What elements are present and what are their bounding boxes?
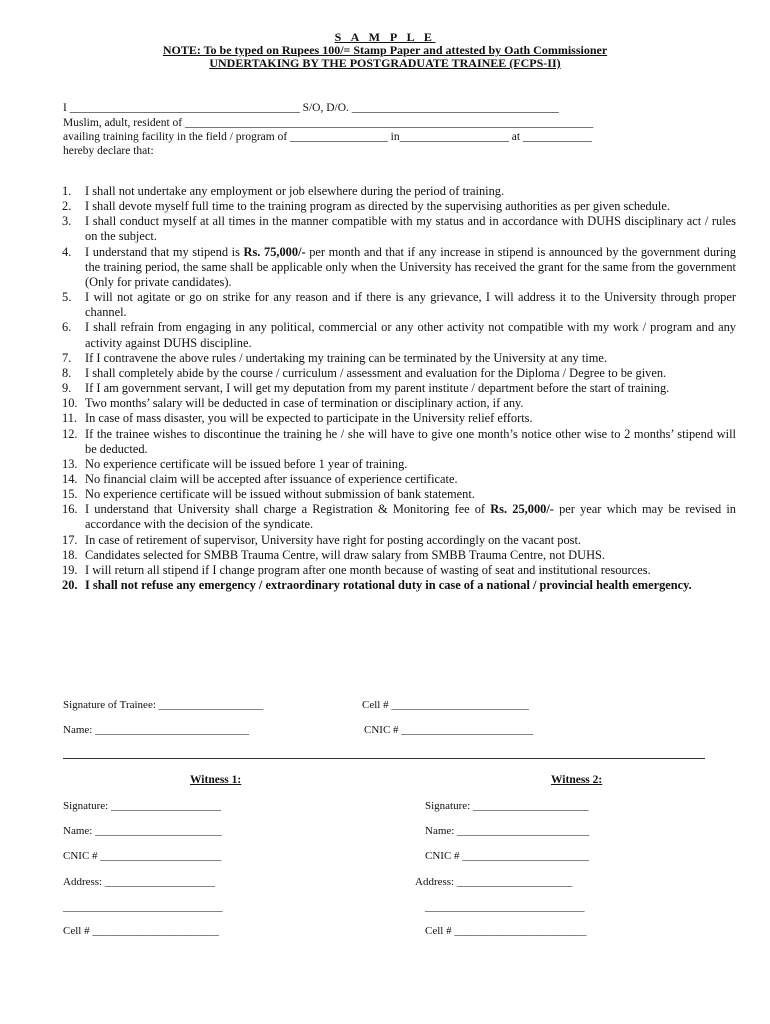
witness-2-cell-field: Cell # ________________________ bbox=[425, 925, 587, 937]
item-text-part: In case of retirement of supervisor, University have right for posting accordingly on the vacant post. bbox=[85, 532, 582, 547]
item-text bbox=[85, 351, 736, 366]
item-text bbox=[85, 396, 736, 411]
witness-2-address-field: Address: _____________________ bbox=[415, 876, 573, 888]
undertaking-item bbox=[62, 351, 736, 366]
item-text-part: No financial claim will be accepted after issuance of experience certificate. bbox=[85, 471, 458, 486]
item-number: 2. bbox=[62, 199, 72, 214]
item-text-part: No experience certificate will be issued before 1 year of training. bbox=[85, 456, 408, 471]
item-text bbox=[85, 245, 736, 290]
item-number: 15. bbox=[62, 487, 78, 502]
witness-1-signature-field: Signature: ____________________ bbox=[63, 800, 221, 812]
item-text bbox=[85, 563, 736, 578]
item-number: 4. bbox=[62, 244, 72, 259]
fee-amount: Rs. 25,000/- bbox=[490, 502, 554, 517]
undertaking-item bbox=[62, 578, 736, 593]
item-number: 20. bbox=[62, 578, 78, 593]
item-number: 13. bbox=[62, 456, 78, 471]
declaration-name-line: I ________________________________________ S/O, D/O. ____________________________________ bbox=[63, 102, 559, 114]
item-number: 12. bbox=[62, 426, 78, 441]
item-number: 1. bbox=[62, 184, 72, 198]
stamp-paper-note: NOTE: To be typed on Rupees 100/= Stamp Paper and attested by Oath Commissioner bbox=[162, 43, 608, 57]
undertaking-item bbox=[62, 472, 736, 487]
item-text-part: I shall refrain from engaging in any political, commercial or any other activity not compatible with my work / program and any activity against DUHS discipline. bbox=[85, 320, 736, 350]
witness-1-name-field: Name: _______________________ bbox=[63, 825, 222, 837]
item-text-part: If I contravene the above rules / undertaking my training can be terminated by the University at any time. bbox=[85, 350, 607, 365]
trainee-cnic-field: CNIC # ________________________ bbox=[364, 724, 534, 736]
witness-2-cnic-field: CNIC # _______________________ bbox=[425, 850, 589, 862]
item-text-part: If I am government servant, I will get my deputation from my parent institute / department before the start of training. bbox=[85, 381, 670, 396]
item-text-part: per month and that if any increase in stipend is announced by the government during the training period, the same shall be applicable only when the University has received the grant for the same from the government (Only for private candidates). bbox=[85, 244, 736, 289]
item-text-part: I will return all stipend if I change program after one month because of wasting of seat and institutional resources. bbox=[85, 562, 651, 577]
undertaking-item bbox=[62, 320, 736, 350]
item-text bbox=[85, 427, 736, 457]
sample-heading: S A M P L E bbox=[334, 30, 436, 44]
item-number: 10. bbox=[62, 396, 78, 411]
item-number: 6. bbox=[62, 320, 72, 335]
item-text-part: Two months’ salary will be deducted in case of termination or disciplinary action, if any. bbox=[85, 396, 524, 411]
item-text bbox=[85, 381, 736, 396]
item-text bbox=[85, 411, 736, 426]
item-text-part: I will not agitate or go on strike for any reason and if there is any grievance, I will address it to the University through proper channel. bbox=[85, 290, 736, 320]
item-text bbox=[85, 533, 736, 548]
item-text-part: If the trainee wishes to discontinue the training he / she will have to give one month’s notice other wise to 2 months’ stipend will be deducted. bbox=[85, 426, 736, 456]
item-text bbox=[85, 487, 736, 502]
item-text bbox=[85, 548, 736, 563]
item-number: 8. bbox=[62, 365, 72, 380]
undertaking-item bbox=[62, 533, 736, 548]
item-text bbox=[85, 502, 736, 532]
item-text-part: I understand that University shall charge a Registration & Monitoring fee of bbox=[85, 502, 491, 517]
trainee-signature-field: Signature of Trainee: ___________________ bbox=[63, 699, 264, 711]
undertaking-item bbox=[62, 290, 736, 320]
item-number: 14. bbox=[62, 471, 78, 486]
item-number: 5. bbox=[62, 290, 72, 305]
item-number: 19. bbox=[62, 562, 78, 577]
undertaking-item bbox=[62, 184, 736, 199]
item-text-part: In case of mass disaster, you will be expected to participate in the University relief efforts. bbox=[85, 411, 533, 426]
witness-1-cell-field: Cell # _______________________ bbox=[63, 925, 219, 937]
undertaking-item bbox=[62, 563, 736, 578]
witness-2-title: Witness 2: bbox=[551, 774, 603, 786]
undertaking-item bbox=[62, 427, 736, 457]
item-text-part: I shall not undertake any employment or job elsewhere during the period of training. bbox=[85, 184, 505, 198]
undertaking-item bbox=[62, 366, 736, 381]
item-text bbox=[85, 214, 736, 244]
undertaking-item bbox=[62, 396, 736, 411]
item-number: 9. bbox=[62, 381, 72, 396]
item-text-part: No experience certificate will be issued without submission of bank statement. bbox=[85, 487, 475, 502]
witness-1-title: Witness 1: bbox=[190, 774, 242, 786]
item-text bbox=[85, 290, 736, 320]
witness-1-address-field: Address: ____________________ bbox=[63, 876, 215, 888]
item-text-part: I shall completely abide by the course / curriculum / assessment and evaluation for the Diploma / Degree to be given. bbox=[85, 365, 667, 380]
undertaking-item bbox=[62, 411, 736, 426]
declaration-program-line: availing training facility in the field / program of _________________ in___________________ at ____________ bbox=[63, 131, 592, 143]
item-text bbox=[85, 457, 736, 472]
undertaking-item bbox=[62, 457, 736, 472]
undertaking-list bbox=[62, 184, 736, 593]
witness-2-address-line2: _____________________________ bbox=[425, 901, 585, 913]
item-text-part: I shall not refuse any emergency / extraordinary rotational duty in case of a national / provincial health emergency. bbox=[85, 578, 692, 593]
item-text bbox=[85, 199, 736, 214]
witness-2-name-field: Name: ________________________ bbox=[425, 825, 590, 837]
item-text bbox=[85, 184, 736, 199]
declaration-closing-line: hereby declare that: bbox=[63, 145, 154, 157]
section-divider bbox=[63, 758, 705, 759]
undertaking-item bbox=[62, 245, 736, 290]
undertaking-item bbox=[62, 502, 736, 532]
item-number: 11. bbox=[62, 411, 78, 426]
item-number: 3. bbox=[62, 214, 72, 229]
item-number: 7. bbox=[62, 350, 72, 365]
item-text-part: per year which may be revised in accordance with the decision of the syndicate. bbox=[85, 502, 736, 532]
item-text-part: I shall devote myself full time to the training program as directed by the supervising authorities as per given schedule. bbox=[85, 199, 670, 214]
item-number: 16. bbox=[62, 502, 78, 517]
declaration-resident-line: Muslim, adult, resident of _______________________________________________________________________ bbox=[63, 117, 594, 129]
undertaking-item bbox=[62, 487, 736, 502]
item-text-part: I shall conduct myself at all times in the manner compatible with my status and in accordance with DUHS disciplinary act / rules on the subject. bbox=[85, 214, 736, 244]
trainee-cell-field: Cell # _________________________ bbox=[362, 699, 529, 711]
undertaking-title: UNDERTAKING BY THE POSTGRADUATE TRAINEE (FCPS-II) bbox=[209, 56, 561, 70]
undertaking-item bbox=[62, 381, 736, 396]
item-text bbox=[85, 320, 736, 350]
item-number: 17. bbox=[62, 532, 78, 547]
witness-1-address-line2: _____________________________ bbox=[63, 901, 223, 913]
witness-2-signature-field: Signature: _____________________ bbox=[425, 800, 589, 812]
item-text-part: Candidates selected for SMBB Trauma Centre, will draw salary from SMBB Trauma Centre, not DUHS. bbox=[85, 547, 606, 562]
undertaking-item bbox=[62, 199, 736, 214]
item-text bbox=[85, 366, 736, 381]
trainee-name-field: Name: ____________________________ bbox=[63, 724, 250, 736]
item-number: 18. bbox=[62, 547, 78, 562]
witness-1-cnic-field: CNIC # ______________________ bbox=[63, 850, 222, 862]
item-text bbox=[85, 578, 736, 593]
fee-amount: Rs. 75,000/- bbox=[243, 244, 306, 259]
item-text bbox=[85, 472, 736, 487]
undertaking-item bbox=[62, 548, 736, 563]
undertaking-item bbox=[62, 214, 736, 244]
item-text-part: I understand that my stipend is bbox=[85, 244, 244, 259]
